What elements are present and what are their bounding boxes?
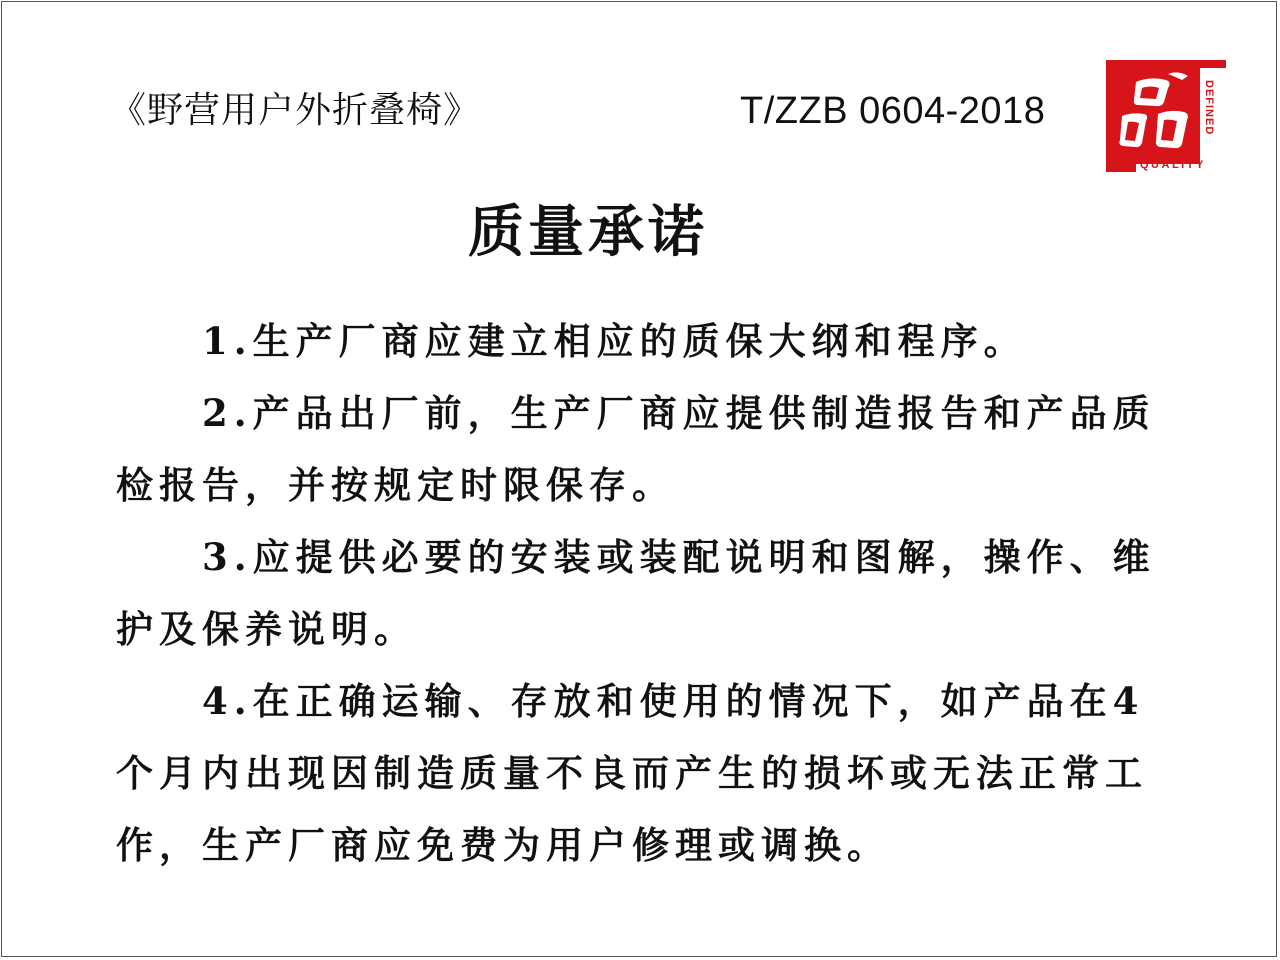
commitment-item-3: 3.应提供必要的安装或装配说明和图解，操作、维护及保养说明。 (116, 535, 1156, 651)
standard-code: T/ZZB 0604-2018 (740, 90, 1046, 132)
logo-defined-text: DEFINED (1203, 80, 1215, 136)
commitment-item-4: 4.在正确运输、存放和使用的情况下，如产品在4个月内出现因制造质量不良而产生的损坏或无法正常工作，生产厂商应免费为用户修理或调换。 (116, 679, 1148, 867)
quality-logo (1106, 60, 1226, 172)
commitment-item-2: 2.产品出厂前，生产厂商应提供制造报告和产品质检报告，并按规定时限保存。 (116, 391, 1156, 507)
document-title: 质量承诺 (468, 199, 708, 265)
document-body (116, 305, 1176, 881)
page-frame (1, 1, 1277, 957)
commitment-item-1: 1.生产厂商应建立相应的质保大纲和程序。 (202, 319, 1027, 363)
standard-name: 《野营用户外折叠椅》 (110, 90, 481, 131)
logo-quality-text: QUALITY (1140, 159, 1206, 171)
quality-logo-mark (1106, 60, 1226, 172)
